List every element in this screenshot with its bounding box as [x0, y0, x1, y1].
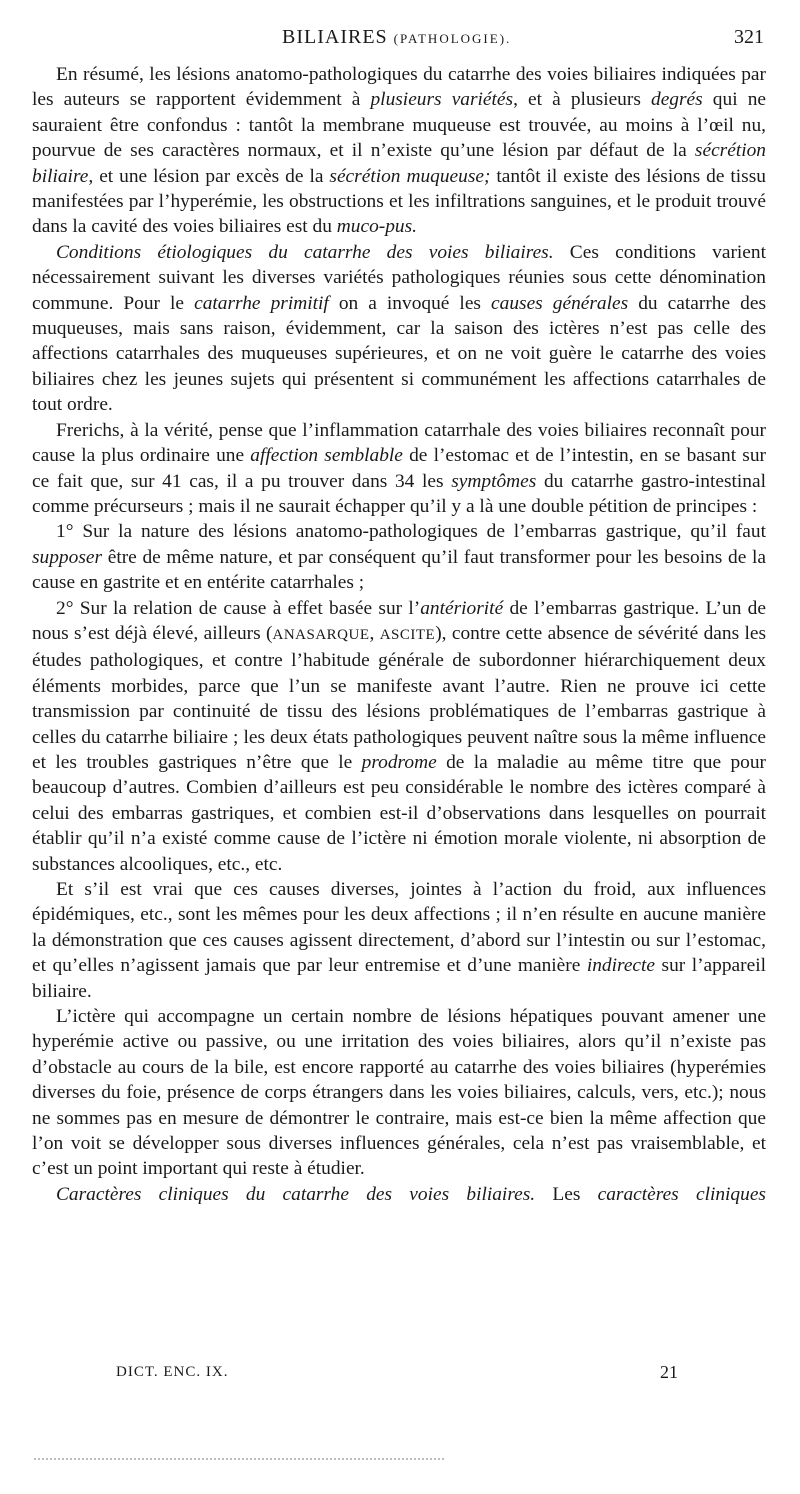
paragraph: Frerichs, à la vérité, pense que l’inflammation catarrhale des voies biliaires reconnaît pour cause la plus ordinaire une affection semblable de l’estomac et de l’intestin, en se basant sur ce fait que, sur 41 cas, il a pu trouver dans 34 les symptômes du catarrhe gastro-intestinal comme précurseurs ; mais il ne saurait échapper qu’il y a là une double pétition de principes :	[32, 419, 766, 517]
sheet-number: 21	[660, 1362, 678, 1382]
paragraph: En résumé, les lésions anatomo-pathologiques du catarrhe des voies biliaires indiquées par les auteurs se rapportent évidemment à plusieurs variétés, et à plusieurs degrés qui ne sauraient être confondus : tantôt la membrane muqueuse est trouvée, au moins à l’œil nu, pourvue de ses caractères normaux, et il n’existe qu’une lésion par défaut de la sécrétion biliaire, et une lésion par excès de la sécrétion muqueuse; tantôt il existe des lésions de tissu manifestées par l’hyperémie, les obstructions et les infiltrations sanguines, et le produit trouvé dans la cavité des voies biliaires est du muco-pus.	[32, 64, 766, 238]
footer	[0, 1362, 800, 1390]
paragraph: Caractères cliniques du catarrhe des voies biliaires. Les caractères cliniques	[56, 1183, 766, 1205]
running-title	[282, 26, 511, 49]
body-text	[32, 62, 766, 1207]
paragraph: L’ictère qui accompagne un certain nombre de lésions hépatiques pouvant amener une hyperémie active ou passive, ou une irritation des voies biliaires, alors qu’il n’existe pas d’obstacle au cours de la bile, est encore rapporté au catarrhe des voies biliaires (hyperémies diverses du foie, présence de corps étrangers dans les voies biliaires, calculs, vers, etc.); nous ne sommes pas en mesure de démontrer le contraire, mais est-ce bien la même affection que l’on voit se développer sous diverses influences générales, cela n’est pas vraisemblable, et c’est un point important qui reste à étudier.	[32, 1006, 766, 1180]
paragraph: Et s’il est vrai que ces causes diverses, jointes à l’action du froid, aux influences épidémiques, etc., sont les mêmes pour les deux affections ; il n’en résulte en aucune manière la démonstration que ces causes agissent directement, d’abord sur l’intestin ou sur l’estomac, et qu’elles n’agissent jamais que par leur entremise et d’une manière indirecte sur l’appareil biliaire.	[32, 879, 766, 1002]
running-head	[0, 26, 800, 54]
dotted-rule	[34, 1458, 444, 1460]
signature-mark: DICT. ENC. IX.	[116, 1364, 229, 1380]
page-number: 321	[734, 26, 764, 48]
paragraph: 1° Sur la nature des lésions anatomo-pathologiques de l’embarras gastrique, qu’il faut supposer être de même nature, et par conséquent qu’il faut transformer pour les besoins de la cause en gastrite et en entérite catarrhales ;	[32, 521, 766, 594]
paragraph: Conditions étiologiques du catarrhe des voies biliaires. Ces conditions varient nécessairement suivant les diverses variétés pathologiques réunies sous cette dénomination commune. Pour le catarrhe primitif on a invoqué les causes générales du catarrhe des muqueuses, mais sans raison, évidemment, car la saison des ictères n’est pas celle des affections catarrhales des muqueuses supérieures, et on ne voit guère le catarrhe des voies biliaires chez les jeunes sujets qui présentent si communément les affections catarrhales de tout ordre.	[32, 241, 766, 416]
running-title-sub: (PATHOLOGIE).	[393, 31, 512, 46]
running-title-main: BILIAIRES	[282, 26, 388, 48]
paragraph: 2° Sur la relation de cause à effet basée sur l’antériorité de l’embarras gastrique. L’un de nous s’est déjà élevé, ailleurs (ANASARQUE, ASCITE), contre cette absence de sévérité dans les études pathologiques, et contre l’habitude générale de subordonner hiérarchiquement deux éléments morbides, parce que l’un se manifeste avant l’autre. Rien ne prouve ici cette transmission par continuité de tissu des lésions problématiques de l’embarras gastrique à celles du catarrhe biliaire ; les deux états pathologiques peuvent naître sous la même influence et les troubles gastriques n’être que le prodrome de la maladie au même titre que pour beaucoup d’autres. Combien d’ailleurs est peu considérable le nombre des ictères comparé à celui des embarras gastriques, et combien est-il d’observations dans lesquelles on pourrait établir qu’il n’a existé comme cause de l’ictère ni émotion morale violente, ni absorption de substances alcooliques, etc., etc.	[32, 597, 766, 875]
